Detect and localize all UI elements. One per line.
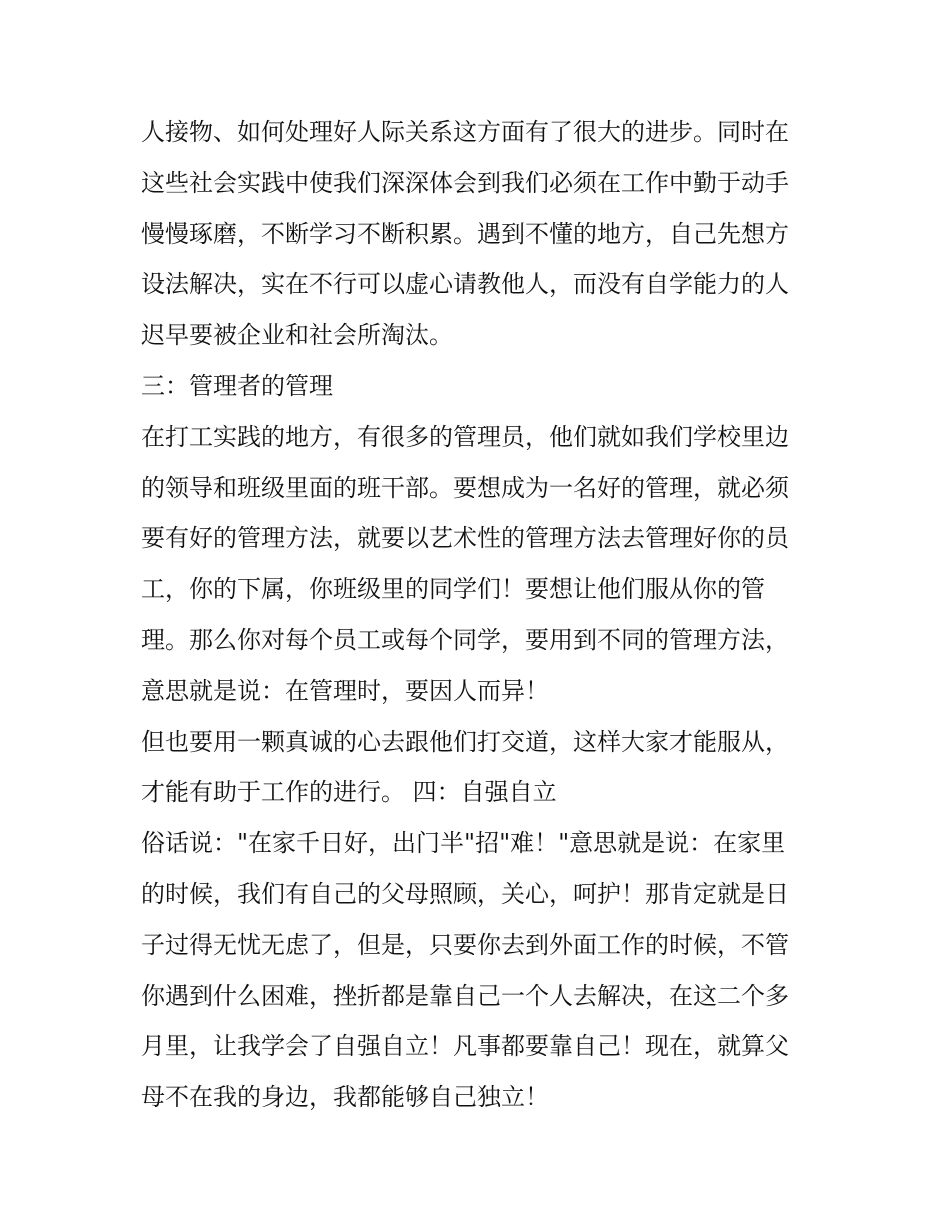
text-line: 的时候，我们有自己的父母照顾，关心，呵护！那肯定就是日 — [141, 879, 789, 908]
text-line: 这些社会实践中使我们深深体会到我们必须在工作中勤于动手 — [141, 168, 789, 197]
text-line: 工，你的下属，你班级里的同学们！要想让他们服从你的管 — [141, 575, 765, 604]
text-line: 子过得无忧无虑了，但是，只要你去到外面工作的时候，不管 — [141, 930, 789, 959]
text-line: 母不在我的身边，我都能够自己独立！ — [141, 1083, 549, 1112]
text-line: 要有好的管理方法，就要以艺术性的管理方法去管理好你的员 — [141, 524, 789, 553]
text-line: 人接物、如何处理好人际关系这方面有了很大的进步。同时在 — [141, 118, 789, 146]
text-line: 意思就是说：在管理时，要因人而异！ — [141, 676, 549, 705]
text-line: 月里，让我学会了自强自立！凡事都要靠自己！现在，就算父 — [141, 1032, 789, 1061]
document-body — [141, 107, 821, 1123]
section-heading: 三：管理者的管理 — [141, 371, 333, 400]
text-line: 迟早要被企业和社会所淘汰。 — [141, 321, 453, 350]
text-line: 才能有助于工作的进行。 四：自强自立 — [141, 778, 557, 807]
text-line: 的领导和班级里面的班干部。要想成为一名好的管理，就必须 — [141, 473, 789, 502]
text-line: 设法解决，实在不行可以虚心请教他人，而没有自学能力的人 — [141, 270, 789, 299]
text-line: 俗话说："在家千日好，出门半"招"难！"意思就是说：在家里 — [141, 829, 786, 858]
text-line: 理。那么你对每个员工或每个同学，要用到不同的管理方法， — [141, 625, 789, 654]
text-line: 但也要用一颗真诚的心去跟他们打交道，这样大家才能服从， — [141, 727, 789, 756]
text-line: 慢慢琢磨，不断学习不断积累。遇到不懂的地方，自己先想方 — [141, 219, 789, 248]
text-line: 在打工实践的地方，有很多的管理员，他们就如我们学校里边 — [141, 422, 789, 451]
text-line: 你遇到什么困难，挫折都是靠自己一个人去解决，在这二个多 — [141, 981, 789, 1010]
